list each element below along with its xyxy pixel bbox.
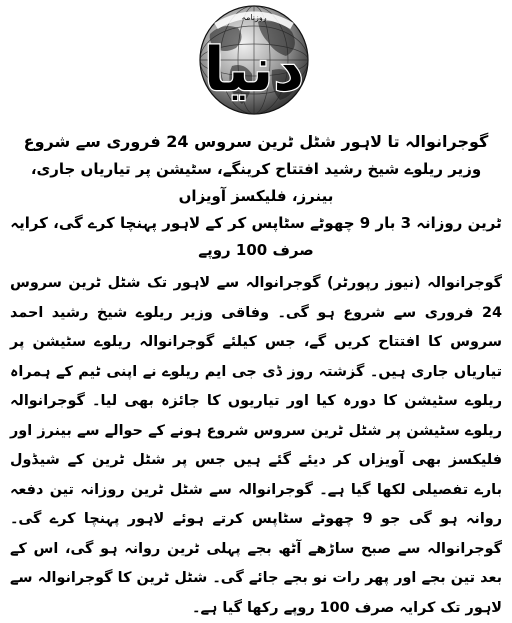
logo-arc-text: روزنامہ — [241, 13, 267, 22]
newspaper-logo — [188, 4, 320, 116]
article-subhead-1: وزیر ریلوے شیخ رشید افتتاح کرینگے، سٹیشن پر تیاریاں جاری، بینرز، فلیکسز آویزاں — [30, 160, 482, 205]
globe-logo-icon — [188, 4, 320, 116]
logo-wordmark: دنیا — [203, 35, 305, 105]
article-headline: گوجرانوالہ تا لاہور شٹل ٹرین سروس 24 فروری سے شروع — [23, 132, 489, 151]
article-subhead-2: ٹرین روزانہ 3 بار 9 چھوٹے سٹاپس کر کے لاہور پہنچا کرے گی، کرایہ صرف 100 روپے — [10, 214, 502, 259]
news-article — [10, 128, 502, 623]
article-body: گوجرانوالہ (نیوز رپورٹر) گوجرانوالہ سے لاہور تک شٹل ٹرین سروس 24 فروری سے شروع ہو گی۔ وفاقی وزیر ریلوے شیخ رشید احمد سروس کا افتتاح کریں گے، جس کیلئے گوجرانوالہ ریلوے سٹیشن پر تیاریاں جاری ہیں۔ گزشتہ روز ڈی جی ایم ریلوے نے اپنی ٹیم کے ہمراہ ریلوے سٹیشن کا دورہ کیا اور تیاریوں کا جائزہ بھی لیا۔ گوجرانوالہ ریلوے سٹیشن پر شٹل ٹرین سروس شروع ہونے کے حوالے سے بینرز اور فلیکسز بھی آویزاں کر دیئے گئے ہیں جس پر شٹل ٹرین کے شیڈول بارے تفصیلی لکھا گیا ہے۔ گوجرانوالہ سے شٹل ٹرین روزانہ تین دفعہ روانہ ہو گی جو 9 چھوٹے سٹاپس کرتے ہوئے لاہور پہنچا کرے گی۔ گوجرانوالہ سے صبح ساڑھے آٹھ بجے پہلی ٹرین روانہ ہو گی، اس کے بعد تین بجے اور پھر رات نو بجے جائے گی۔ شٹل ٹرین کا گوجرانوالہ سے لاہور تک کرایہ صرف 100 روپے رکھا گیا ہے۔ — [10, 275, 502, 616]
